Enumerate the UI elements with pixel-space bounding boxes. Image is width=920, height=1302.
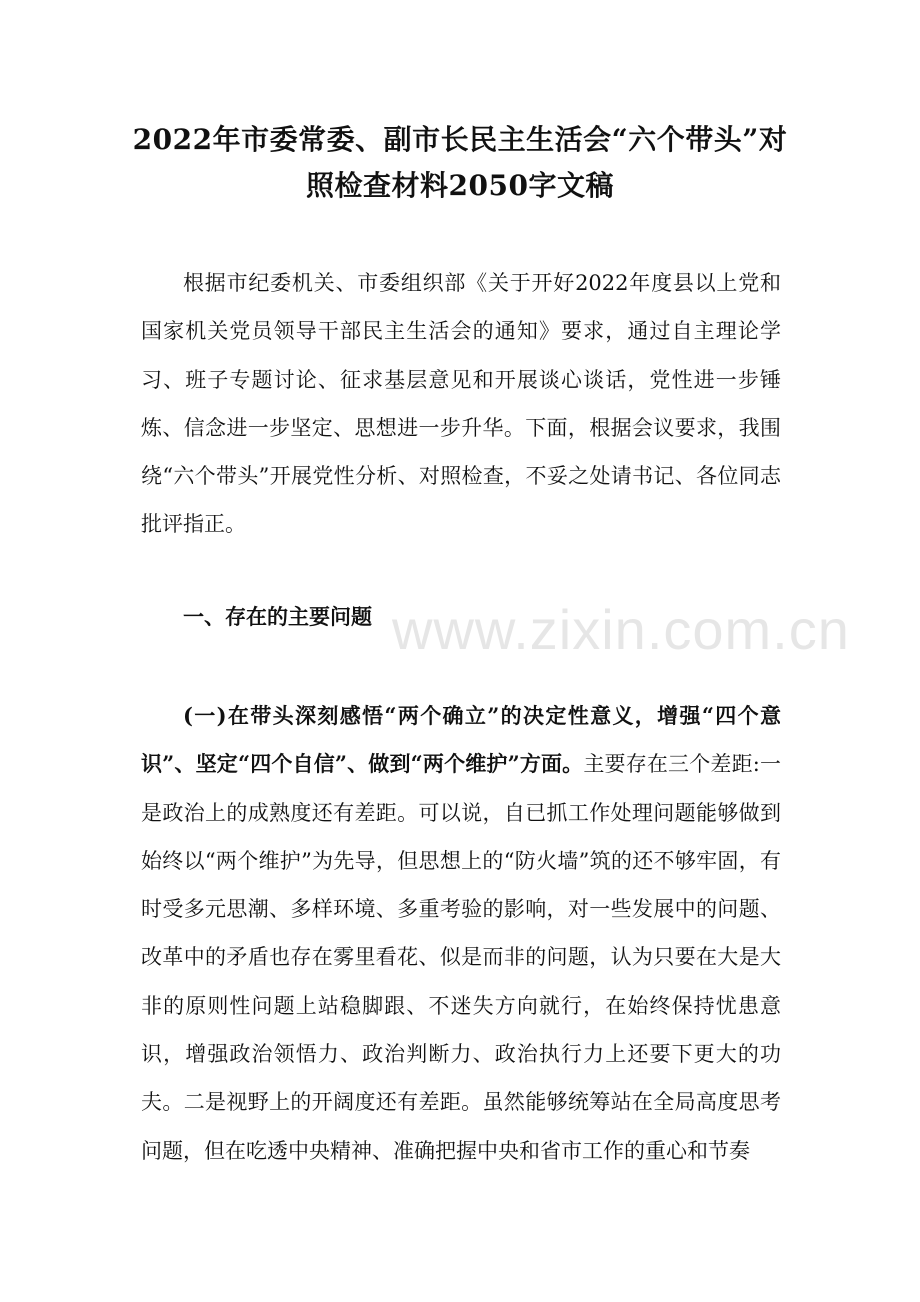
watermark: www.zixin.com.cn xyxy=(392,598,850,661)
subsection-lead: (一)在带头深刻感悟“两个确立”的决定性意义，增强“四个意识”、坚定“四个自信”、做到“两个维护”方面。 xyxy=(141,703,781,777)
document-title: 2022年市委常委、副市长民主生活会“六个带头”对照检查材料2050字文稿 xyxy=(132,123,788,202)
intro-paragraph: 根据市纪委机关、市委组织部《关于开好2022年度县以上党和国家机关党员领导干部民主生活会的通知》要求，通过自主理论学习、班子专题讨论、征求基层意见和开展谈心谈话，党性进一步锤炼、信念进一步坚定、思想进一步升华。下面，根据会议要求，我围绕“六个带头”开展党性分析、对照检查，不妥之处请书记、各位同志批评指正。 xyxy=(141,271,781,537)
section-heading: 一、存在的主要问题 xyxy=(183,604,372,629)
subsection-body: 主要存在三个差距:一是政治上的成熟度还有差距。可以说，自已抓工作处理问题能够做到始终以“两个维护”为先导，但思想上的“防火墙”筑的还不够牢固，有时受多元思潮、多样环境、多重考验的影响，对一些发展中的问题、改革中的矛盾也存在雾里看花、似是而非的问题，认为只要在大是大非的原则性问题上站稳脚跟、不迷失方向就行，在始终保持忧患意识，增强政治领悟力、政治判断力、政治执行力上还要下更大的功夫。二是视野上的开阔度还有差距。虽然能够统筹站在全局高度思考问题，但在吃透中央精神、准确把握中央和省市工作的重心和节奏 xyxy=(141,752,781,1163)
subsection-paragraph xyxy=(141,692,781,1175)
